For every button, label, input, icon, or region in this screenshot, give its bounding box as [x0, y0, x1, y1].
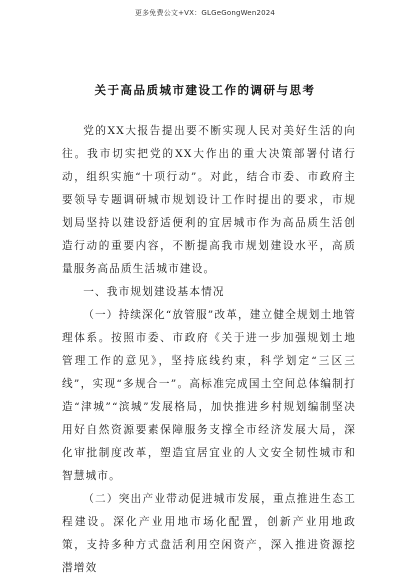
body-paragraph: （二）突出产业带动促进城市发展，重点推进生态工程建设。深化产业用地市场化配置，创新产业用地政策，支持多种方式盘活利用空闲资产，深入推进资源挖潜增效 — [62, 493, 356, 574]
intro-paragraph: 党的XX大报告提出要不断实现人民对美好生活的向往。我市切实把党的XX大作出的重大决策部署付诸行动，组织实施“十项行动”。对此，结合市委、市政府主要领导专题调研城市规划设计工作时提出的要求，市规划局坚持以建设舒适便利的宜居城市作为高品质生活创造行动的重要内容，不断提高我市规划建设水平，高质量服务高品质生活城市建设。 — [62, 125, 356, 275]
document-title: 关于高品质城市建设工作的调研与思考 — [94, 83, 316, 97]
body-paragraph: （一）持续深化“放管服”改革，建立健全规划土地管理体系。按照市委、市政府《关于进一步加强规划土地管理工作的意见》，坚持底线约束，科学划定“三区三线”，实现“多规合一”。高标准完成国土空间总体编制打造“津城”“滨城”发展格局，加快推进乡村规划编制坚决用好自然资源要素保障服务支撑全市经济发展大局，深化审批制度改革，塑造宜居宜业的人文安全韧性城市和智慧城市。 — [62, 309, 356, 482]
header-note: 更多免费公文+VX：GLGeGongWen2024 — [134, 9, 276, 17]
section-heading: 一、我市规划建设基本情况 — [83, 286, 225, 298]
document-body — [62, 120, 356, 580]
